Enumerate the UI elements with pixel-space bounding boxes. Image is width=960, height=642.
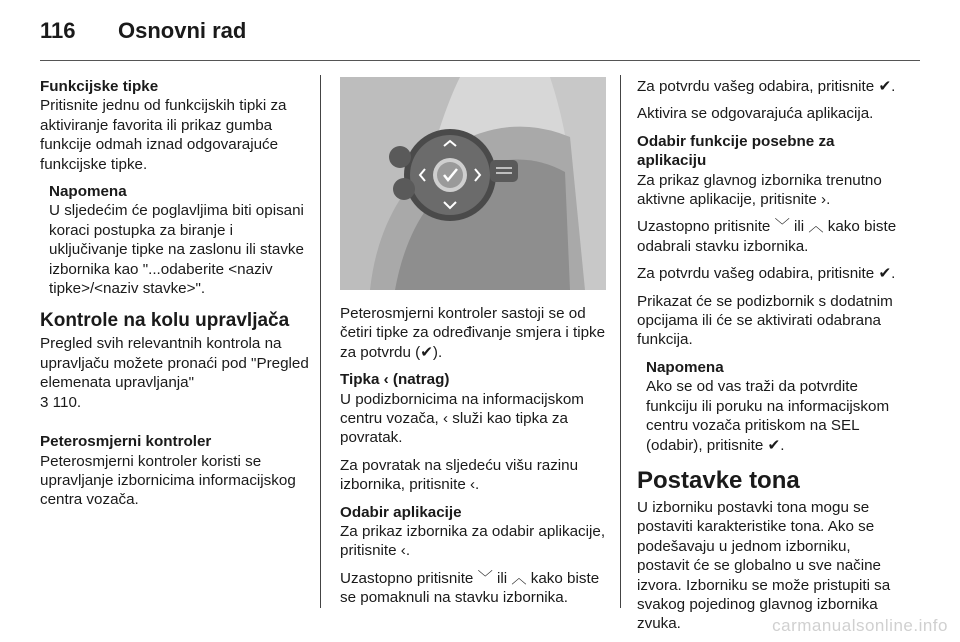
header-divider	[40, 60, 920, 61]
controller-text: Peterosmjerni kontroler koristi se upravljanje izbornicima informacijskog centra vozača.	[40, 452, 296, 509]
activate-text: Aktivira se odgovarajuća aplikacija.	[637, 105, 874, 123]
app-heading: Odabir aplikacije	[340, 503, 462, 521]
note-heading: Napomena	[49, 183, 127, 201]
note-text: U sljedećim će poglavljima biti opisani koraci postupka za biranje i uključivanje tipke na zaslonu ili stavke izbornika kao "...odaberite <naziv tipke>/<naziv stavke>".	[49, 202, 304, 298]
steering-wheel-image	[340, 77, 606, 290]
kontrole-heading: Kontrole na kolu upravljača	[40, 310, 290, 332]
page-number: 116	[40, 18, 76, 43]
kontrole-text	[40, 334, 310, 412]
note-heading-2: Napomena	[646, 358, 724, 376]
tone-text: U izborniku postavki tona mogu se postaviti karakteristike tona. Ako se podešavaju u jednom izborniku, postavit će se globalno u sve načine izvora. Izborniku se može pristupiti sa svakog pojedinog glavnog izbornika zvuka.	[637, 498, 891, 633]
funkcijske-heading: Funkcijske tipke	[40, 78, 159, 95]
note-box	[49, 182, 310, 298]
kontrole-body: Pregled svih relevantnih kontrola na upravljaču možete pronaći pod "Pregled elemenata upravljanja"	[40, 335, 309, 392]
back-text: U podizbornicima na informacijskom centru vozača, ‹ služi kao tipka za povratak.	[340, 390, 584, 447]
page-ref-arrow-icon: 3	[40, 393, 49, 411]
submenu-text: Prikazat će se podizbornik s dodatnim opcijama ili će se aktivirati odabrana funkcija.	[637, 292, 893, 349]
confirm-text-2: Za potvrdu vašeg odabira, pritisnite ✔.	[637, 265, 896, 283]
tone-heading: Postavke tona	[637, 466, 800, 494]
back-heading: Tipka ‹ (natrag)	[340, 371, 450, 389]
column-divider-2	[620, 75, 621, 608]
page-header	[40, 18, 920, 52]
app-text: Za prikaz izbornika za odabir aplikacije, pritisnite ‹.	[340, 523, 606, 560]
confirm-text: Za potvrdu vašeg odabira, pritisnite ✔.	[637, 78, 896, 95]
note-box-2	[646, 358, 907, 455]
controller-heading: Peterosmjerni kontroler	[40, 433, 212, 451]
watermark: carmanualsonline.info	[772, 616, 948, 635]
repeat-text: Uzastopno pritisnite ﹀ ili ︿ kako biste odabrali stavku izbornika.	[637, 218, 897, 255]
column-2	[340, 77, 608, 616]
column-divider-1	[320, 75, 321, 608]
section-title: Osnovni rad	[118, 18, 247, 43]
back-text-2: Za povratak na sljedeću višu razinu izbornika, pritisnite ‹.	[340, 456, 579, 494]
column-3	[637, 77, 907, 642]
funkcijske-text: Pritisnite jednu od funkcijskih tipki za aktiviranje favorita ili prikaz gumba funkcije odmah iznad odgovarajuće funkcijske tipke.	[40, 97, 287, 173]
app-text-2: Uzastopno pritisnite ﹀ ili ︿ kako biste se pomaknuli na stavku izbornika.	[340, 569, 600, 607]
note-text-2: Ako se od vas traži da potvrdite funkciju ili poruku na informacijskom centru vozača pritiskom na SEL (odabir), pritisnite ✔.	[646, 378, 890, 454]
special-text: Za prikaz glavnog izbornika trenutno aktivne aplikacije, pritisnite ›.	[637, 171, 882, 209]
page-ref: 110.	[48, 393, 82, 411]
column-1	[40, 77, 310, 518]
image-caption: Peterosmjerni kontroler sastoji se od četiri tipke za određivanje smjera i tipke za potvrdu (✔).	[340, 305, 606, 361]
special-heading: Odabir funkcije posebne za aplikaciju	[637, 132, 835, 170]
